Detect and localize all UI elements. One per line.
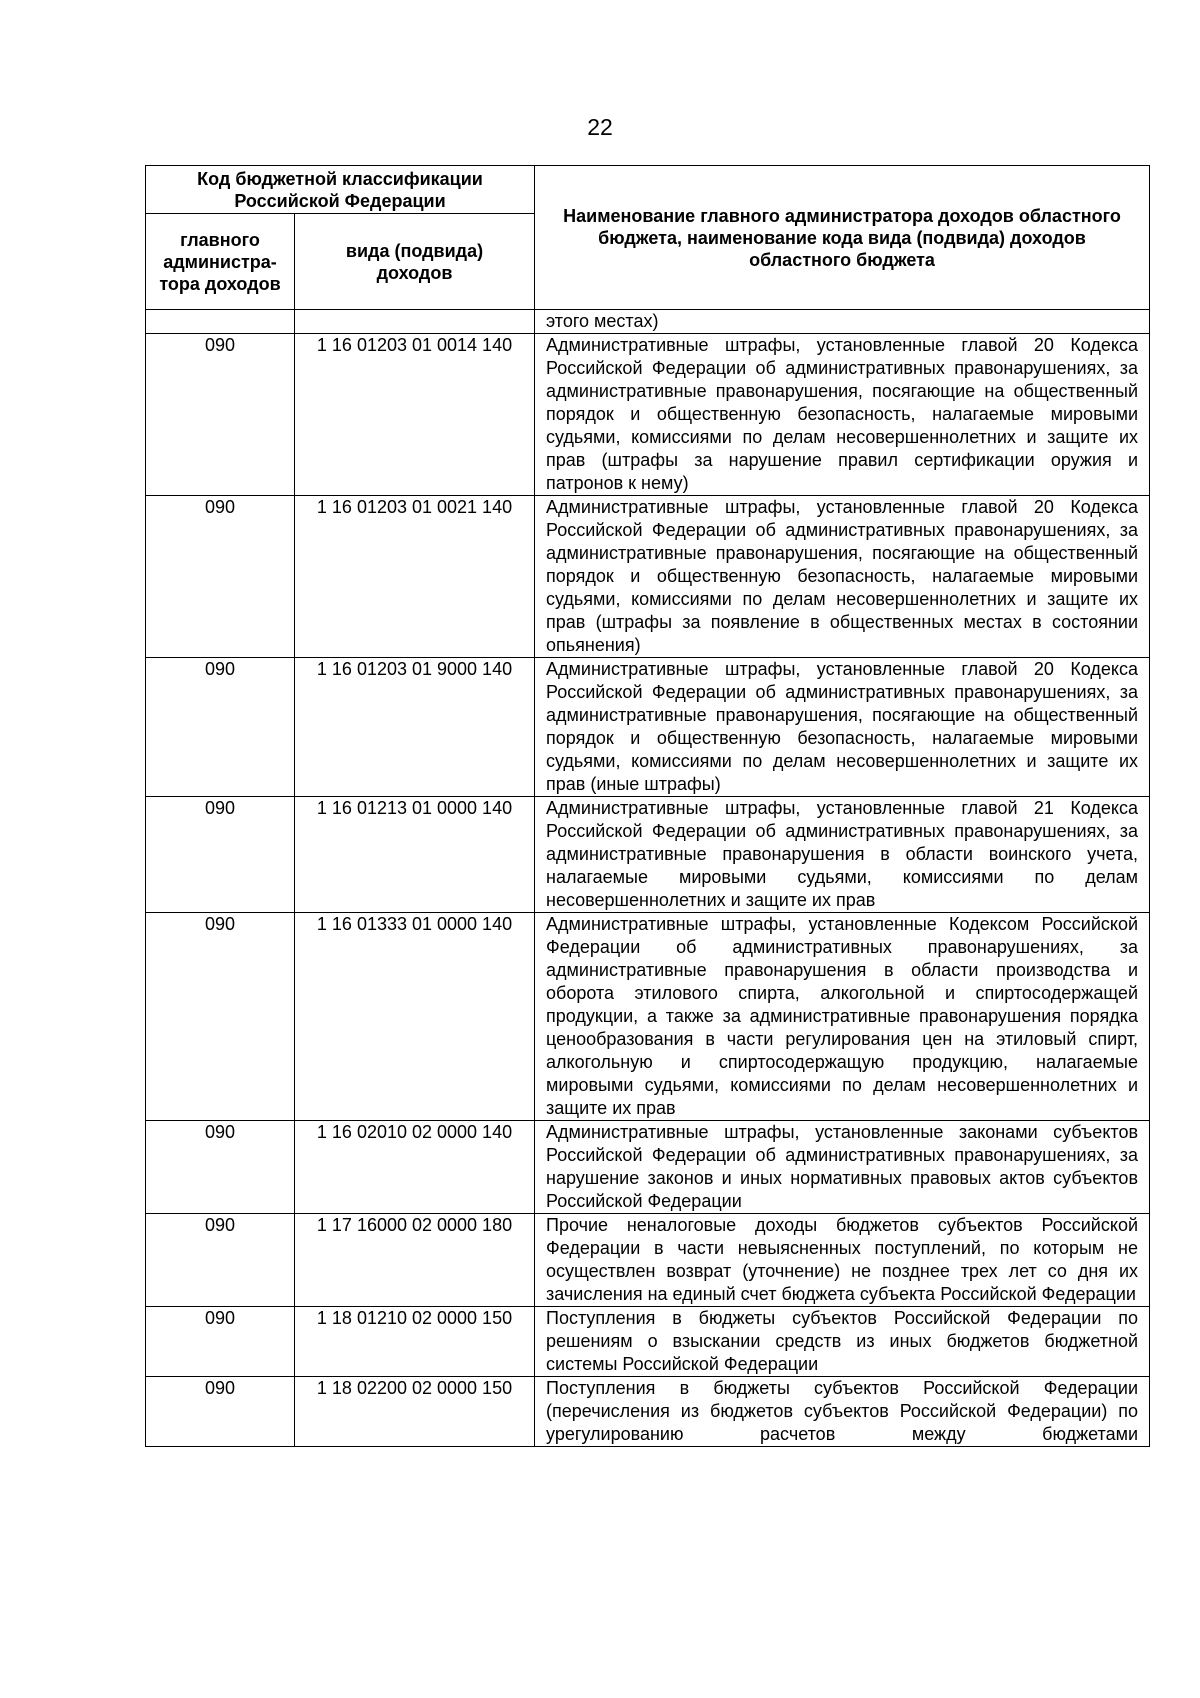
income-name-cell: Административные штрафы, установленные Кодексом Российской Федерации об административных правонарушениях, за административные правонарушения в области производства и оборота этилового спирта, алкогольной и спиртосодержащей продукции, а также за административные правонарушения порядка ценообразования в части регулирования цен на этиловый спирт, алкогольную и спиртосодержащую продукцию, налагаемые мировыми судьями, комиссиями по делам несовершеннолетних и защите их прав — [535, 913, 1150, 1121]
income-name-cell: Поступления в бюджеты субъектов Российской Федерации по решениям о взыскании средств из иных бюджетов бюджетной системы Российской Федерации — [535, 1307, 1150, 1377]
income-name-cell: Административные штрафы, установленные главой 20 Кодекса Российской Федерации об административных правонарушениях, за административные правонарушения, посягающие на общественный порядок и общественную безопасность, налагаемые мировыми судьями, комиссиями по делам несовершеннолетних и защите их прав (иные штрафы) — [535, 658, 1150, 797]
admin-code-cell: 090 — [146, 1121, 295, 1214]
table-row — [146, 1214, 1150, 1307]
header-code-column: вида (подвида) доходов — [295, 214, 535, 310]
table-row — [146, 913, 1150, 1121]
continuation-row — [146, 310, 1150, 334]
income-code-cell: 1 16 01333 01 0000 140 — [295, 913, 535, 1121]
admin-code-cell: 090 — [146, 658, 295, 797]
continuation-text: этого местах) — [535, 310, 1150, 334]
table-row — [146, 1121, 1150, 1214]
admin-code-cell: 090 — [146, 913, 295, 1121]
budget-classification-table — [145, 165, 1150, 1447]
admin-code-cell: 090 — [146, 1307, 295, 1377]
table-row — [146, 1377, 1150, 1447]
income-code-cell: 1 16 02010 02 0000 140 — [295, 1121, 535, 1214]
header-name-column: Наименование главного администратора доходов областного бюджета, наименование кода вида (подвида) доходов областного бюджета — [535, 166, 1150, 310]
table-row — [146, 797, 1150, 913]
table-row — [146, 496, 1150, 658]
header-admin-column: главного администра-тора доходов — [146, 214, 295, 310]
income-code-cell: 1 16 01213 01 0000 140 — [295, 797, 535, 913]
header-group-title: Код бюджетной классификации Российской Федерации — [146, 166, 535, 214]
page-number: 22 — [587, 114, 613, 140]
admin-code-cell: 090 — [146, 1377, 295, 1447]
admin-code-cell: 090 — [146, 797, 295, 913]
income-code-cell: 1 16 01203 01 9000 140 — [295, 658, 535, 797]
admin-code-cell: 090 — [146, 1214, 295, 1307]
admin-code-cell: 090 — [146, 334, 295, 496]
admin-code-cell: 090 — [146, 496, 295, 658]
income-name-cell: Административные штрафы, установленные законами субъектов Российской Федерации об административных правонарушениях, за нарушение законов и иных нормативных правовых актов субъектов Российской Федерации — [535, 1121, 1150, 1214]
table-row — [146, 1307, 1150, 1377]
income-name-cell: Поступления в бюджеты субъектов Российской Федерации (перечисления из бюджетов субъектов Российской Федерации) по урегулированию расчетов между бюджетами — [535, 1377, 1150, 1447]
income-code-cell: 1 16 01203 01 0014 140 — [295, 334, 535, 496]
income-code-cell: 1 17 16000 02 0000 180 — [295, 1214, 535, 1307]
income-name-cell: Прочие неналоговые доходы бюджетов субъектов Российской Федерации в части невыясненных поступлений, по которым не осуществлен возврат (уточнение) не позднее трех лет со дня их зачисления на единый счет бюджета субъекта Российской Федерации — [535, 1214, 1150, 1307]
income-code-cell: 1 18 02200 02 0000 150 — [295, 1377, 535, 1447]
table-row — [146, 334, 1150, 496]
table-row — [146, 658, 1150, 797]
income-name-cell: Административные штрафы, установленные главой 20 Кодекса Российской Федерации об административных правонарушениях, за административные правонарушения, посягающие на общественный порядок и общественную безопасность, налагаемые мировыми судьями, комиссиями по делам несовершеннолетних и защите их прав (штрафы за нарушение правил сертификации оружия и патронов к нему) — [535, 334, 1150, 496]
income-code-cell: 1 16 01203 01 0021 140 — [295, 496, 535, 658]
income-code-cell: 1 18 01210 02 0000 150 — [295, 1307, 535, 1377]
income-name-cell: Административные штрафы, установленные главой 20 Кодекса Российской Федерации об административных правонарушениях, за административные правонарушения, посягающие на общественный порядок и общественную безопасность, налагаемые мировыми судьями, комиссиями по делам несовершеннолетних и защите их прав (штрафы за появление в общественных местах в состоянии опьянения) — [535, 496, 1150, 658]
income-name-cell: Административные штрафы, установленные главой 21 Кодекса Российской Федерации об административных правонарушениях, за административные правонарушения в области воинского учета, налагаемые мировыми судьями, комиссиями по делам несовершеннолетних и защите их прав — [535, 797, 1150, 913]
